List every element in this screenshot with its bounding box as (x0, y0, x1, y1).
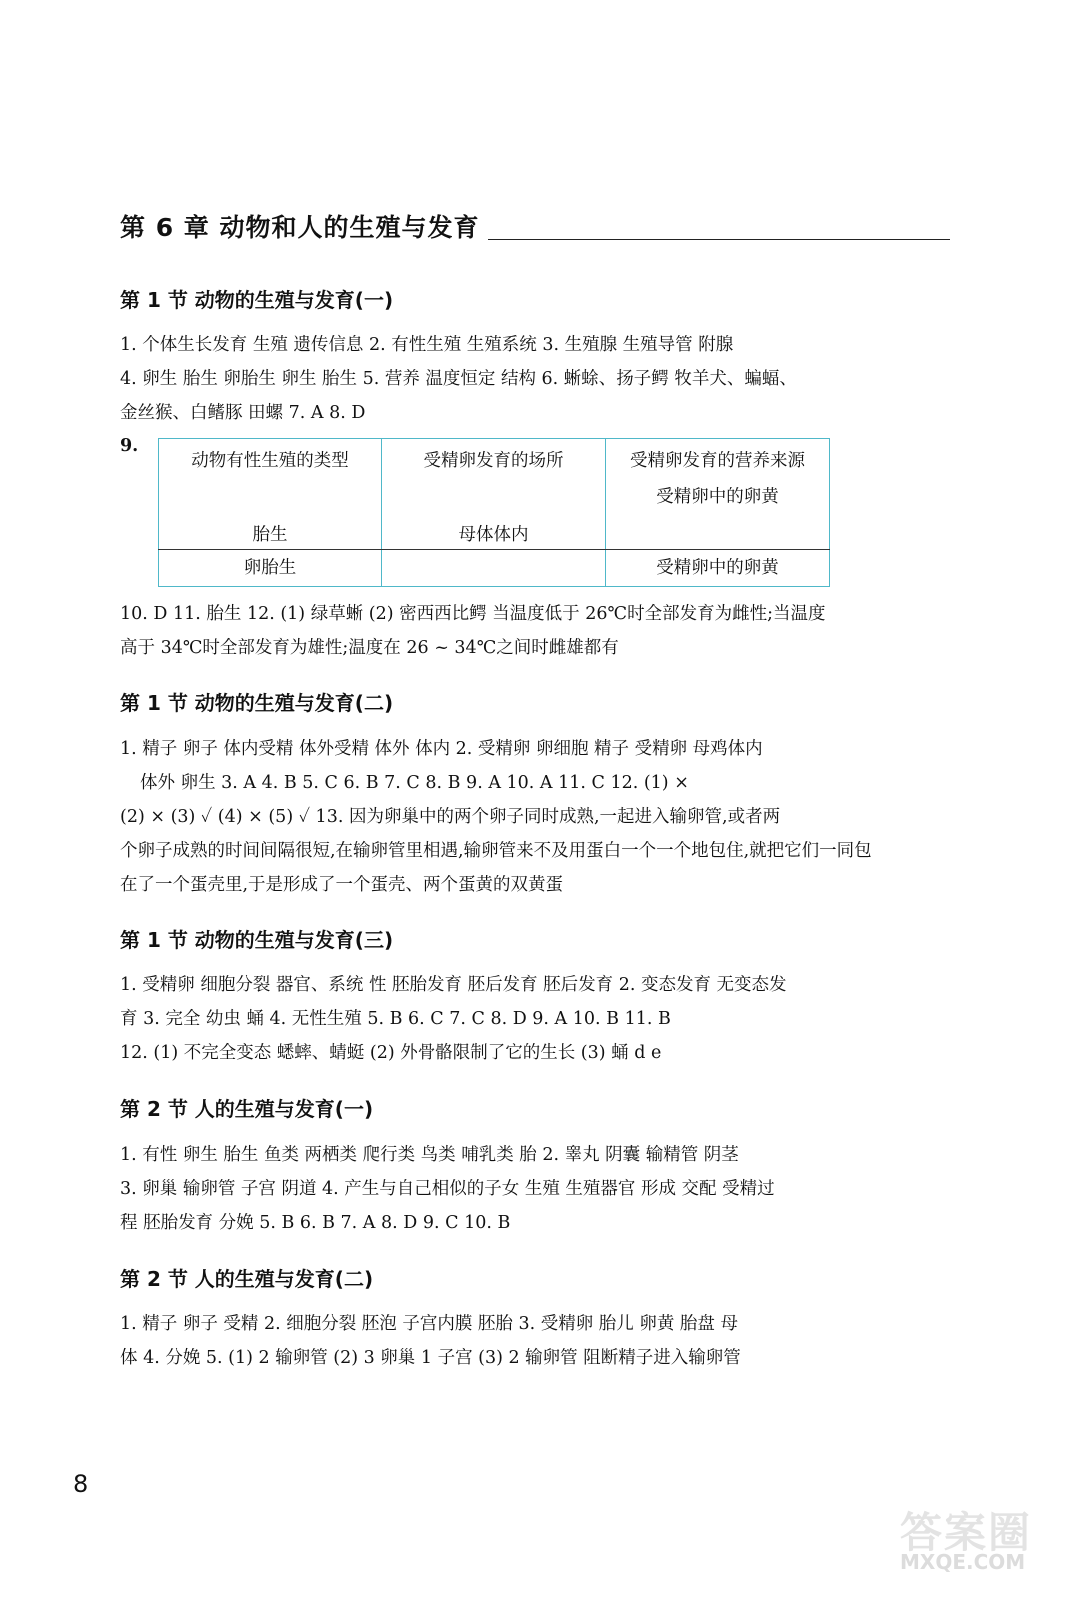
table-cell (382, 439, 606, 550)
answer-line: 程 胚胎发育 分娩 5. B 6. B 7. A 8. D 9. C 10. B (120, 1213, 511, 1233)
watermark-url: MXQE.COM (900, 1550, 1026, 1574)
chapter-title: 第 6 章 动物和人的生殖与发育 (120, 213, 480, 242)
section-title: 第 2 节 人的生殖与发育(二) (120, 1267, 374, 1291)
section-title: 第 2 节 人的生殖与发育(一) (120, 1097, 374, 1121)
question-9-label: 9. (120, 436, 139, 456)
answer-line: 高于 34℃时全部发育为雄性;温度在 26 ~ 34℃之间时雌雄都有 (120, 638, 619, 658)
question-9-table (158, 438, 830, 587)
answer-line: 金丝猴、白鳍豚 田螺 7. A 8. D (120, 403, 366, 423)
page-number: 8 (73, 1470, 89, 1498)
table-header: 动物有性生殖的类型 (191, 451, 349, 471)
answer-block (120, 732, 950, 902)
section-title: 第 1 节 动物的生殖与发育(二) (120, 691, 394, 715)
chapter-rule (488, 239, 950, 240)
answer-line: 12. (1) 不完全变态 蟋蟀、蜻蜓 (2) 外骨骼限制了它的生长 (3) 蛹 d e (120, 1043, 662, 1063)
answer-line: 个卵子成熟的时间间隔很短,在输卵管里相遇,输卵管来不及用蛋白一个一个地包住,就把它们一同包 (120, 841, 872, 861)
watermark-logo (900, 1500, 1060, 1580)
answer-block (120, 1307, 950, 1375)
answer-line: 育 3. 完全 幼虫 蛹 4. 无性生殖 5. B 6. C 7. C 8. D 9. A 10. B 11. B (120, 1009, 671, 1029)
answer-line: 1. 有性 卵生 胎生 鱼类 两栖类 爬行类 鸟类 哺乳类 胎 2. 睾丸 阴囊 输精管 阴茎 (120, 1145, 739, 1165)
answer-line: 4. 卵生 胎生 卵胎生 卵生 胎生 5. 营养 温度恒定 结构 6. 蜥蜍、扬子鳄 牧羊犬、蝙蝠、 (120, 369, 797, 389)
answer-line: 在了一个蛋壳里,于是形成了一个蛋壳、两个蛋黄的双黄蛋 (120, 875, 564, 895)
answer-line: 体外 卵生 3. A 4. B 5. C 6. B 7. C 8. B 9. A 10. A 11. C 12. (1) × (140, 773, 689, 793)
table-value: 受精卵中的卵黄 (656, 487, 779, 507)
table-value: 受精卵中的卵黄 (606, 550, 830, 587)
chapter-heading (120, 208, 950, 244)
section-title: 第 1 节 动物的生殖与发育(三) (120, 928, 394, 952)
table-value (382, 550, 606, 587)
answer-line: 1. 个体生长发育 生殖 遗传信息 2. 有性生殖 生殖系统 3. 生殖腺 生殖导管 附腺 (120, 335, 734, 355)
answer-line: 1. 精子 卵子 受精 2. 细胞分裂 胚泡 子宫内膜 胚胎 3. 受精卵 胎儿 卵黄 胎盘 母 (120, 1314, 738, 1334)
table-row (159, 550, 830, 587)
table-header: 受精卵发育的场所 (423, 451, 564, 471)
table-row (159, 439, 830, 550)
answer-line: 1. 受精卵 细胞分裂 器官、系统 性 胚胎发育 胚后发育 胚后发育 2. 变态发育 无变态发 (120, 975, 787, 995)
table-value: 胎生 (252, 525, 288, 545)
answer-block (120, 597, 950, 665)
table-cell (159, 439, 382, 550)
table-value: 母体体内 (458, 525, 529, 545)
answer-line: 体 4. 分娩 5. (1) 2 输卵管 (2) 3 卵巢 1 子宫 (3) 2 输卵管 阻断精子进入输卵管 (120, 1348, 741, 1368)
answer-line: 1. 精子 卵子 体内受精 体外受精 体外 体内 2. 受精卵 卵细胞 精子 受精卵 母鸡体内 (120, 739, 763, 759)
section-title: 第 1 节 动物的生殖与发育(一) (120, 288, 394, 312)
answer-block (120, 1138, 950, 1240)
table-value: 卵胎生 (243, 558, 297, 578)
answer-block (120, 328, 950, 430)
table-cell (606, 439, 830, 550)
watermark-text: 答案圈 (900, 1508, 1033, 1557)
answer-line: 10. D 11. 胎生 12. (1) 绿草蜥 (2) 密西西比鳄 当温度低于 26℃时全部发育为雌性;当温度 (120, 604, 826, 624)
table-header: 受精卵发育的营养来源 (630, 451, 805, 471)
answer-line: (2) × (3) ✓ (4) × (5) ✓ 13. 因为卵巢中的两个卵子同时成熟,一起进入输卵管,或者两 (120, 807, 781, 827)
answer-line: 3. 卵巢 输卵管 子宫 阴道 4. 产生与自己相似的子女 生殖 生殖器官 形成 交配 受精过 (120, 1179, 775, 1199)
answer-block (120, 968, 950, 1070)
